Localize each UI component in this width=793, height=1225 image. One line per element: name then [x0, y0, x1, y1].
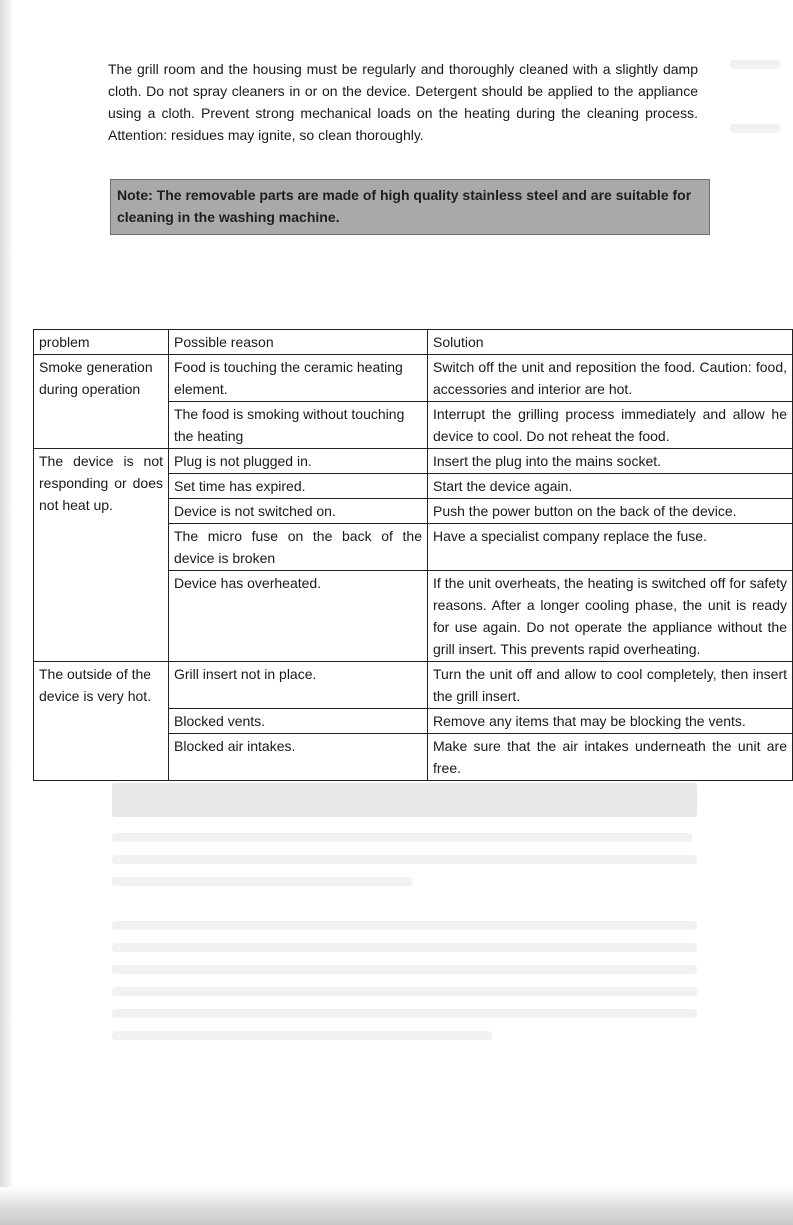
reason-cell: The micro fuse on the back of the device is broken [169, 524, 428, 571]
reason-cell: Plug is not plugged in. [169, 449, 428, 474]
solution-cell: If the unit overheats, the heating is switched off for safety reasons. After a longer cooling phase, the unit is ready for use again. Do not operate the appliance without the grill insert. This prevents rapid overheating. [428, 571, 793, 662]
reason-cell: Blocked vents. [169, 709, 428, 734]
solution-cell: Have a specialist company replace the fuse. [428, 524, 793, 571]
reason-cell: Device is not switched on. [169, 499, 428, 524]
solution-cell: Insert the plug into the mains socket. [428, 449, 793, 474]
cleaning-instructions-paragraph: The grill room and the housing must be regularly and thoroughly cleaned with a slightly damp cloth. Do not spray cleaners in or on the device. Detergent should be applied to the appliance using a cloth. Prevent strong mechanical loads on the heating during the cleaning process. Attention: residues may ignite, so clean thoroughly. [108, 61, 698, 143]
problem-cell: The device is not responding or does not heat up. [34, 449, 169, 662]
solution-cell: Interrupt the grilling process immediately and allow he device to cool. Do not reheat the food. [428, 402, 793, 449]
troubleshooting-table [33, 329, 793, 781]
page-left-edge-shadow [0, 0, 14, 1225]
header-problem: problem [34, 330, 169, 355]
header-possible-reason: Possible reason [169, 330, 428, 355]
reason-cell: Grill insert not in place. [169, 662, 428, 709]
solution-cell: Remove any items that may be blocking the vents. [428, 709, 793, 734]
problem-cell: The outside of the device is very hot. [34, 662, 169, 781]
solution-cell: Turn the unit off and allow to cool completely, then insert the grill insert. [428, 662, 793, 709]
reason-cell: Blocked air intakes. [169, 734, 428, 781]
solution-cell: Make sure that the air intakes underneath the unit are free. [428, 734, 793, 781]
table-row [34, 355, 793, 402]
table-row [34, 449, 793, 474]
solution-cell: Push the power button on the back of the device. [428, 499, 793, 524]
header-solution: Solution [428, 330, 793, 355]
problem-cell: Smoke generation during operation [34, 355, 169, 449]
page-bottom-edge-shadow [0, 1187, 793, 1225]
note-box [110, 179, 710, 235]
reason-cell: The food is smoking without touching the heating [169, 402, 428, 449]
table-header-row [34, 330, 793, 355]
reason-cell: Device has overheated. [169, 571, 428, 662]
reason-cell: Food is touching the ceramic heating element. [169, 355, 428, 402]
note-text: Note: The removable parts are made of high quality stainless steel and are suitable for cleaning in the washing machine. [117, 187, 692, 225]
table-row [34, 662, 793, 709]
reason-cell: Set time has expired. [169, 474, 428, 499]
solution-cell: Start the device again. [428, 474, 793, 499]
solution-cell: Switch off the unit and reposition the food. Caution: food, accessories and interior are hot. [428, 355, 793, 402]
